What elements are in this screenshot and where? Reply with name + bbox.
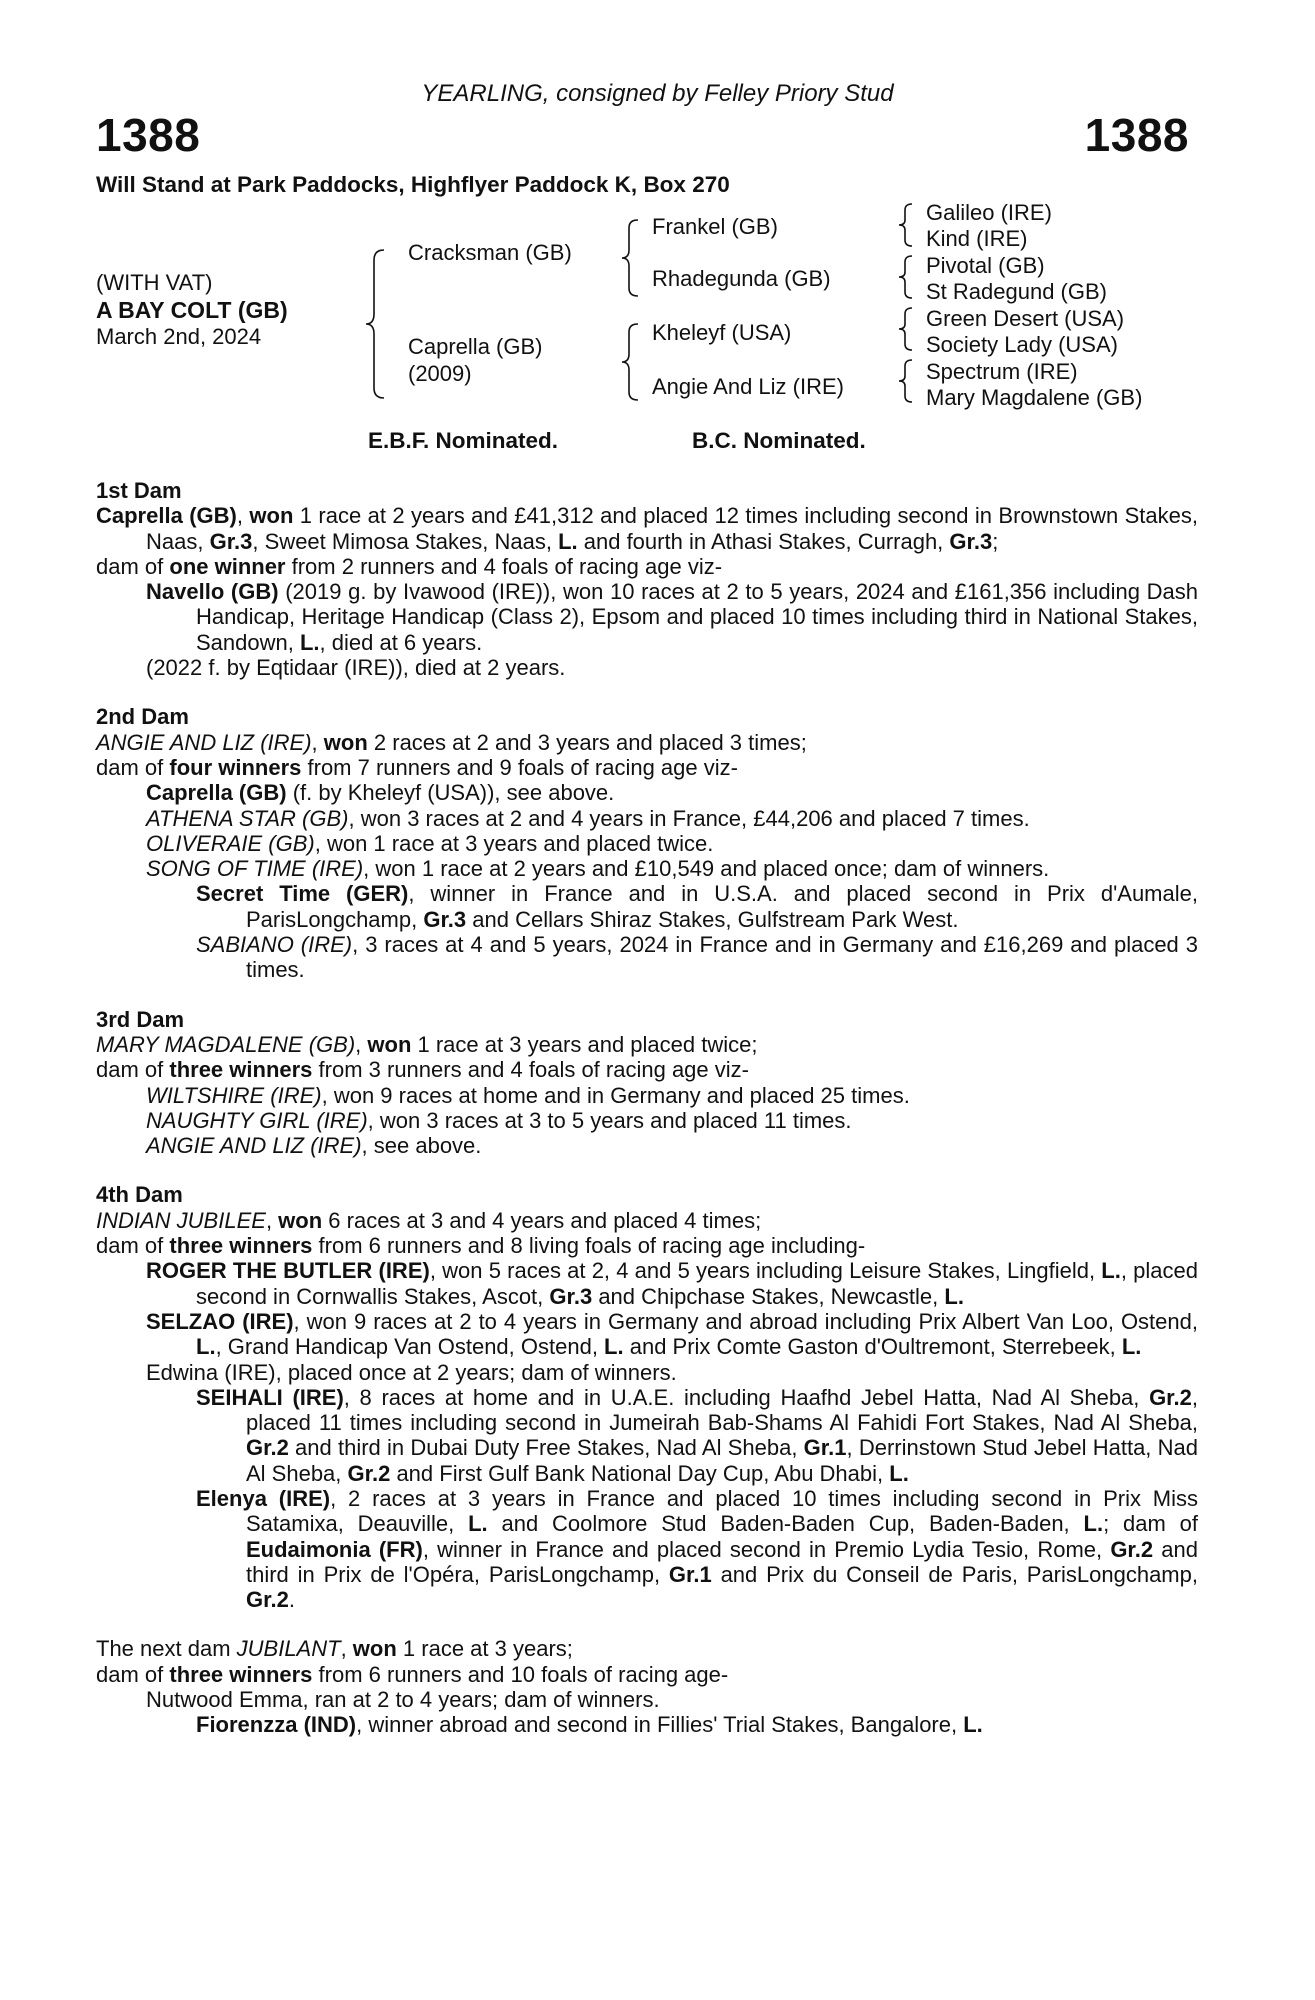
pedigree-brace-g2 xyxy=(896,254,916,300)
section-heading: 2nd Dam xyxy=(96,704,189,730)
first-dam-section xyxy=(96,478,1198,680)
produce-entry: SEIHALI (IRE), 8 races at home and in U.A.E. including Haafhd Jebel Hatta, Nad Al Sheba, Gr.2, placed 11 times including second in Jumeirah Bab-Shams Al Fahidi Fort Stakes, Nad Al Sheba, Gr.2 and third in Dubai Duty Free Stakes, Nad Al Sheba, Gr.1, Derrinstown Stud Jebel Hatta, Nad Al Sheba, Gr.2 and First Gulf Bank National Day Cup, Abu Dhabi, L. xyxy=(196,1384,1198,1486)
foaling-date: March 2nd, 2024 xyxy=(96,324,262,349)
dam-record: INDIAN JUBILEE, won 6 races at 3 and 4 years and placed 4 times; xyxy=(96,1207,762,1233)
sire-sire: Frankel (GB) xyxy=(652,214,778,239)
produce-entry: Caprella (GB) (f. by Kheleyf (USA)), see above. xyxy=(146,780,615,806)
produce-entry: Fiorenzza (IND), winner abroad and second in Fillies' Trial Stakes, Bangalore, L. xyxy=(196,1712,983,1738)
produce-entry: SELZAO (IRE), won 9 races at 2 to 4 years in Germany and abroad including Prix Albert Van Loo, Ostend, L., Grand Handicap Van Ostend, Ostend, L. and Prix Comte Gaston d'Oultremont, Sterrebeek, L. xyxy=(146,1308,1198,1360)
dam-record: MARY MAGDALENE (GB), won 1 race at 3 years and placed twice; xyxy=(96,1031,758,1057)
produce-entry: ANGIE AND LIZ (IRE), see above. xyxy=(146,1133,482,1159)
pedigree-brace-g1 xyxy=(896,202,916,248)
produce-summary: dam of three winners from 6 runners and 8 living foals of racing age including- xyxy=(96,1233,866,1259)
bc-nominated: B.C. Nominated. xyxy=(692,428,866,453)
produce-entry: NAUGHTY GIRL (IRE), won 3 races at 3 to 5 years and placed 11 times. xyxy=(146,1107,852,1133)
gen3-5: Green Desert (USA) xyxy=(926,306,1125,331)
produce-entry: SONG OF TIME (IRE), won 1 race at 2 years and £10,549 and placed once; dam of winners. xyxy=(146,856,1050,882)
produce-summary: dam of three winners from 3 runners and 4 foals of racing age viz- xyxy=(96,1057,749,1083)
gen3-1: Galileo (IRE) xyxy=(926,200,1052,225)
consignor-line: YEARLING, consigned by Felley Priory Stud xyxy=(421,80,894,107)
sire-dam: Rhadegunda (GB) xyxy=(652,266,831,291)
vat-note: (WITH VAT) xyxy=(96,270,213,295)
produce-summary: dam of one winner from 2 runners and 4 foals of racing age viz- xyxy=(96,553,723,579)
gen3-2: Kind (IRE) xyxy=(926,226,1028,251)
gen3-7: Spectrum (IRE) xyxy=(926,359,1078,384)
produce-entry: ATHENA STAR (GB), won 3 races at 2 and 4 years in France, £44,206 and placed 7 times. xyxy=(146,805,1030,831)
dam-year: (2009) xyxy=(408,361,472,386)
pedigree-brace-main xyxy=(364,248,390,400)
pedigree-brace-g3 xyxy=(896,306,916,352)
produce-entry: (2022 f. by Eqtidaar (IRE)), died at 2 years. xyxy=(146,655,566,681)
fourth-dam-section xyxy=(96,1182,1198,1612)
pedigree-brace-sire xyxy=(620,218,644,298)
next-dam-section xyxy=(96,1636,1198,1737)
section-heading: 3rd Dam xyxy=(96,1006,185,1032)
stand-location: Will Stand at Park Paddocks, Highflyer Paddock K, Box 270 xyxy=(96,172,730,197)
pedigree-brace-dam xyxy=(620,322,644,402)
section-heading: 4th Dam xyxy=(96,1182,183,1208)
gen3-3: Pivotal (GB) xyxy=(926,253,1045,278)
sire-name: Cracksman (GB) xyxy=(408,240,572,265)
pedigree-brace-g4 xyxy=(896,358,916,404)
produce-summary: dam of four winners from 7 runners and 9 foals of racing age viz- xyxy=(96,754,738,780)
produce-entry: OLIVERAIE (GB), won 1 race at 3 years and placed twice. xyxy=(146,830,714,856)
produce-entry: Elenya (IRE), 2 races at 3 years in France and placed 10 times including second in Prix Miss Satamixa, Deauville, L. and Coolmore Stud Baden-Baden Cup, Baden-Baden, L.; dam of Eudaimonia (FR), winner in France and placed second in Premio Lydia Tesio, Rome, Gr.2 and third in Prix de l'Opéra, ParisLongchamp, Gr.1 and Prix du Conseil de Paris, ParisLongchamp, Gr.2. xyxy=(196,1485,1198,1613)
section-heading: 1st Dam xyxy=(96,478,182,503)
lot-number-right: 1388 xyxy=(1084,109,1189,161)
third-dam-section xyxy=(96,1007,1198,1159)
produce-entry: WILTSHIRE (IRE), won 9 races at home and in Germany and placed 25 times. xyxy=(146,1082,910,1108)
dam-sire: Kheleyf (USA) xyxy=(652,320,792,345)
lot-number-left: 1388 xyxy=(96,109,201,161)
produce-entry: Edwina (IRE), placed once at 2 years; dam of winners. xyxy=(146,1359,677,1385)
second-dam-section xyxy=(96,704,1198,982)
dam-name: Caprella (GB) xyxy=(408,334,543,359)
pedigree-notes xyxy=(96,478,1198,1738)
gen3-8: Mary Magdalene (GB) xyxy=(926,385,1143,410)
ebf-nominated: E.B.F. Nominated. xyxy=(368,428,559,453)
produce-entry: Nutwood Emma, ran at 2 to 4 years; dam of winners. xyxy=(146,1687,660,1713)
gen3-4: St Radegund (GB) xyxy=(926,279,1107,304)
gen3-6: Society Lady (USA) xyxy=(926,332,1118,357)
produce-summary: dam of three winners from 6 runners and 10 foals of racing age- xyxy=(96,1661,729,1687)
dam-record: Caprella (GB), won 1 race at 2 years and £41,312 and placed 12 times including second in Brownstown Stakes, Naas, Gr.3, Sweet Mimosa Stakes, Naas, L. and fourth in Athasi Stakes, Curragh, Gr.3; xyxy=(96,503,1198,554)
subject-name: A BAY COLT (GB) xyxy=(96,297,288,323)
produce-entry: Secret Time (GER), winner in France and in U.S.A. and placed second in Prix d'Aumale, ParisLongchamp, Gr.3 and Cellars Shiraz Stakes, Gulfstream Park West. xyxy=(196,881,1198,932)
dam-record: ANGIE AND LIZ (IRE), won 2 races at 2 and 3 years and placed 3 times; xyxy=(96,729,807,755)
produce-entry: SABIANO (IRE), 3 races at 4 and 5 years, 2024 in France and in Germany and £16,269 and placed 3 times. xyxy=(196,932,1198,983)
dam-dam: Angie And Liz (IRE) xyxy=(652,374,844,399)
dam-record: The next dam JUBILANT, won 1 race at 3 years; xyxy=(96,1636,573,1662)
produce-entry: Navello (GB) (2019 g. by Ivawood (IRE)), won 10 races at 2 to 5 years, 2024 and £161,356 including Dash Handicap, Heritage Handicap (Class 2), Epsom and placed 10 times including third in National Stakes, Sandown, L., died at 6 years. xyxy=(146,579,1198,655)
produce-entry: ROGER THE BUTLER (IRE), won 5 races at 2, 4 and 5 years including Leisure Stakes, Lingfield, L., placed second in Cornwallis Stakes, Ascot, Gr.3 and Chipchase Stakes, Newcastle, L. xyxy=(146,1258,1198,1309)
